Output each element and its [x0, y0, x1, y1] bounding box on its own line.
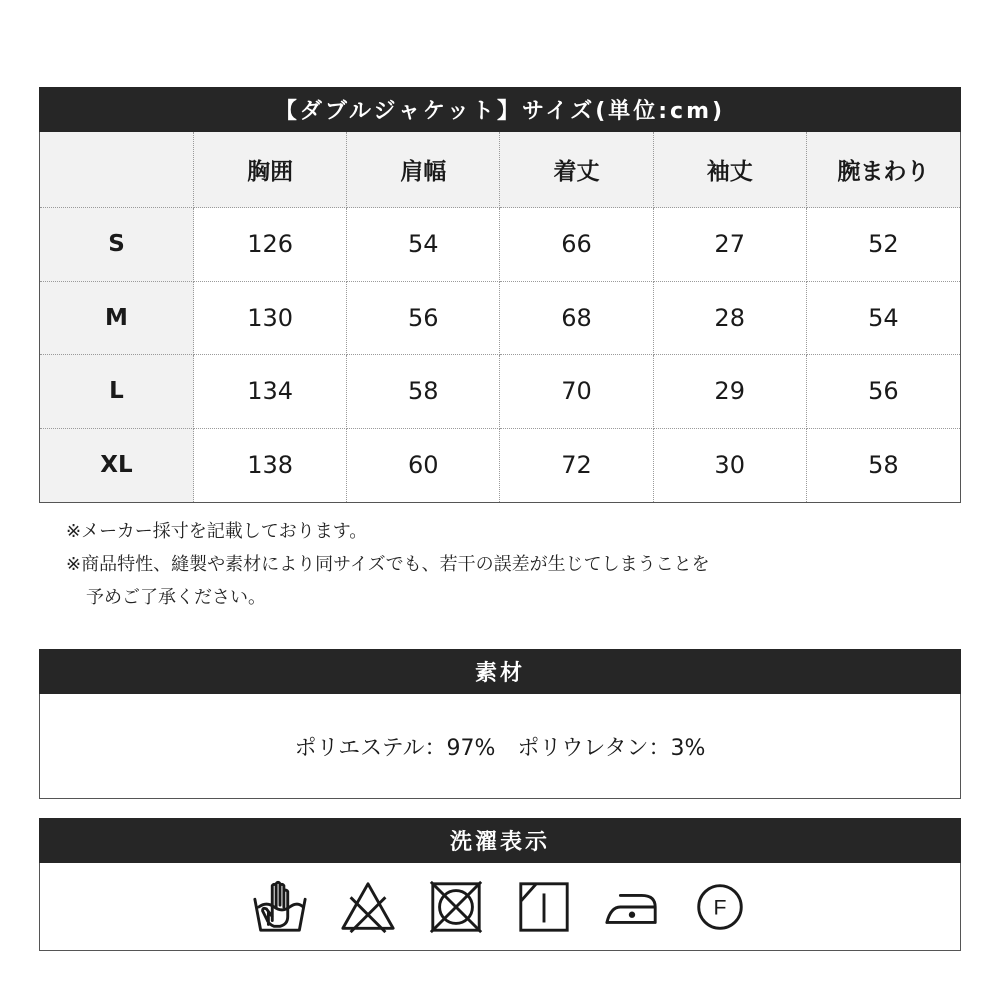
table-cell: 56 — [347, 282, 500, 356]
table-cell: 68 — [500, 282, 653, 356]
table-cell: 58 — [347, 355, 500, 429]
note-line: 予めご了承ください。 — [86, 587, 266, 608]
line-dry-shade-icon — [515, 878, 573, 936]
table-cell: 60 — [347, 429, 500, 503]
table-cell: 54 — [807, 282, 960, 356]
hand-wash-icon — [251, 878, 309, 936]
column-header: 袖丈 — [654, 132, 807, 208]
material-title-text: 素材 — [474, 661, 525, 686]
table-cell: 56 — [807, 355, 960, 429]
no-tumble-dry-icon — [427, 878, 485, 936]
size-notes — [66, 515, 710, 614]
column-header: 着丈 — [500, 132, 653, 208]
note-line: ※商品特性、縫製や素材により同サイズでも、若干の誤差が生じてしまうことを — [66, 554, 710, 575]
material-title — [39, 649, 961, 694]
size-table — [39, 132, 961, 503]
table-cell: 66 — [500, 208, 653, 282]
row-header: L — [40, 355, 194, 429]
table-corner — [40, 132, 194, 208]
table-cell: 138 — [194, 429, 347, 503]
size-table-title-text: 【ダブルジャケット】サイズ(単位:cm) — [274, 99, 726, 124]
table-cell: 134 — [194, 355, 347, 429]
table-cell: 58 — [868, 451, 899, 480]
wash-title-text: 洗濯表示 — [449, 830, 550, 855]
table-cell: 70 — [500, 355, 653, 429]
table-cell: 126 — [194, 208, 347, 282]
table-cell: 29 — [654, 355, 807, 429]
column-header: 肩幅 — [347, 132, 500, 208]
column-header: 腕まわり — [807, 132, 960, 208]
note-line: ※メーカー採寸を記載しております。 — [66, 521, 368, 542]
material-box — [39, 694, 961, 799]
table-cell: 27 — [654, 208, 807, 282]
row-header: XL — [40, 429, 194, 503]
dry-clean-f-icon — [691, 878, 749, 936]
table-cell: 72 — [500, 429, 653, 503]
wash-title — [39, 818, 961, 863]
no-bleach-icon — [339, 878, 397, 936]
size-table-title — [39, 87, 961, 132]
table-cell: 52 — [807, 208, 960, 282]
table-cell: 30 — [654, 429, 807, 503]
column-header: 胸囲 — [194, 132, 347, 208]
iron-low-icon — [603, 878, 661, 936]
table-cell: 54 — [347, 208, 500, 282]
material-text: ポリエステル：97% ポリウレタン：3% — [294, 735, 706, 761]
dry-clean-f-letter: F — [713, 895, 727, 920]
table-cell: 28 — [654, 282, 807, 356]
row-header: M — [40, 282, 194, 356]
row-header: S — [40, 208, 194, 282]
table-cell: 130 — [194, 282, 347, 356]
wash-icons-box — [39, 863, 961, 951]
